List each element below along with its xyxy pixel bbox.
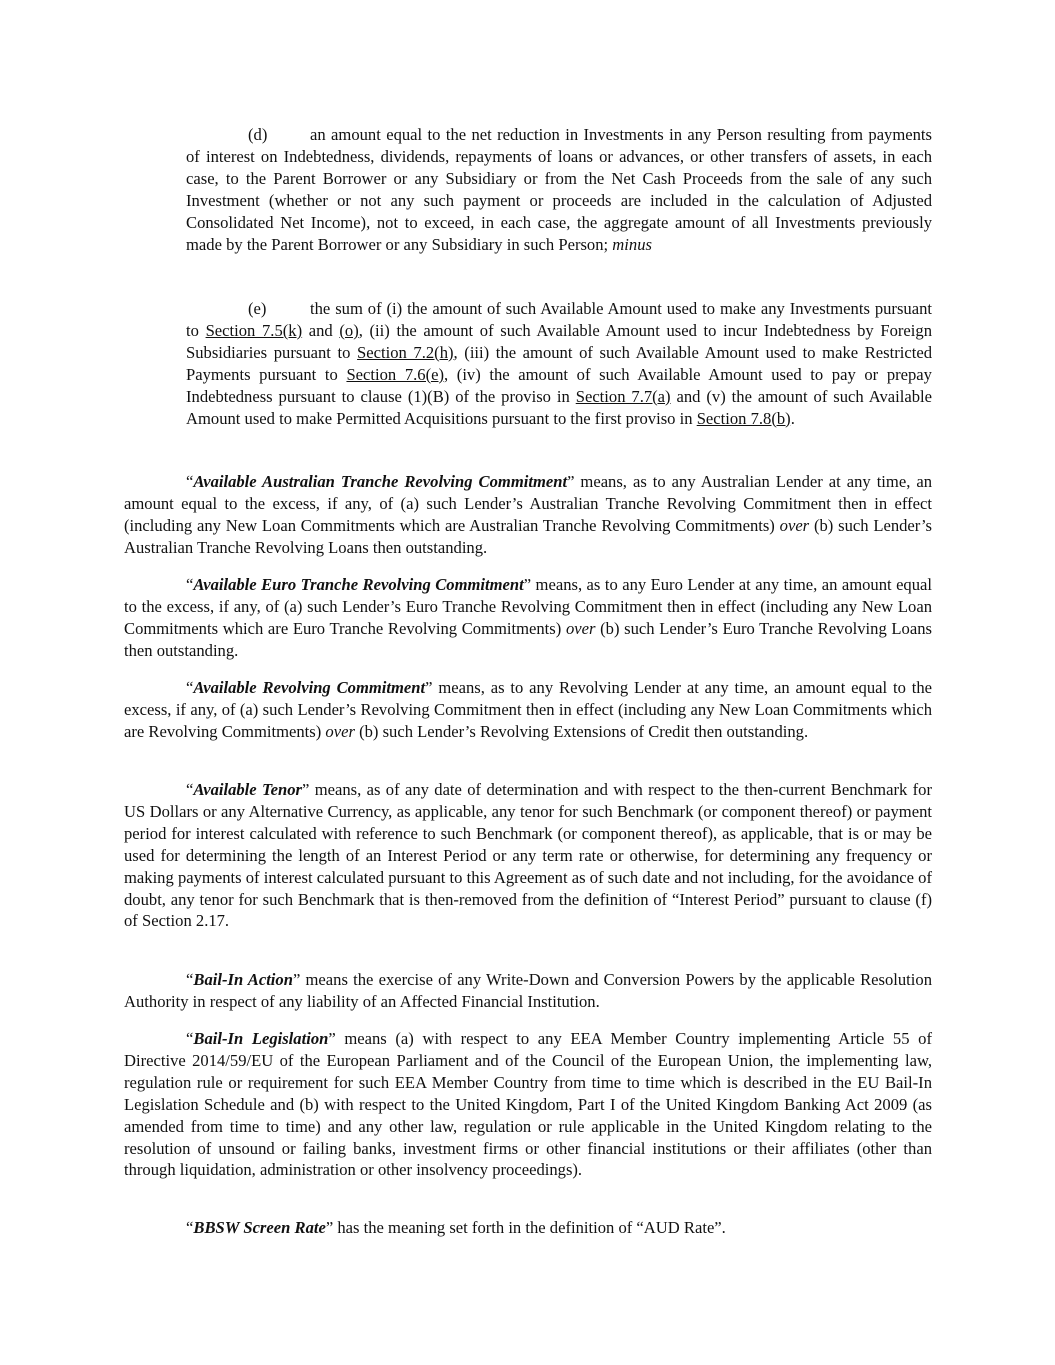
definition-text: ” means, as to any Euro Lender at any time, an amount equal to the excess, if any, of (a) such Lender’s Euro Tranche Revolving Commitment then in effect (including any New Loan Commitments which are Euro Tranche Revolving Commitments) [124,575,932,638]
defined-term: Available Tenor [193,780,302,799]
defined-term: Available Revolving Commitment [193,678,426,697]
clause-e-text-6: and (v) the amount of such Available Amount used to make Permitted Acquisitions pursuant to the first proviso in [186,386,932,428]
section-ref-7-2-h[interactable]: Section 7.2(h) [357,342,454,362]
definition-text: ” means, as to any Revolving Lender at any time, an amount equal to the excess, if any, of (a) such Lender’s Revolving Commitment then in effect (including any New Loan Commitments which are Revolving Commitments) [124,678,932,741]
over-word: over [779,515,810,535]
clause-e-text-5: , (iv) the amount of such Available Amount used to pay or prepay Indebtedness pursuant to clause (1)(B) of the proviso in [186,364,932,406]
clause-d-label: (d) [248,125,268,144]
defined-term: Available Euro Tranche Revolving Commitment [193,575,524,594]
over-word: over [325,721,355,741]
definition-text: ” means, as of any date of determination and with respect to the then-current Benchmark for US Dollars or any Alternative Currency, as applicable, any tenor for such Benchmark (or component thereof) or payment period for interest calculated with reference to such Benchmark (or component thereof), as applicable, that is or may be used for determining the length of an Interest Period or any term rate or otherwise, for determining any frequency or making payments of interest calculated pursuant to this Agreement as of such date and not including, for the avoidance of doubt, any tenor for such Benchmark that is then-removed from the definition of “Interest Period” pursuant to clause (f) of Section 2.17. [124,780,932,931]
definition-bbsw-screen-rate: “BBSW Screen Rate” has the meaning set forth in the definition of “AUD Rate”. [186,1218,726,1237]
definition-text: ” means the exercise of any Write-Down and Conversion Powers by the applicable Resolution Authority in respect of any liability of an Affected Financial Institution. [124,970,932,1011]
section-ref-7-8-b[interactable]: Section 7.8(b) [696,408,791,428]
defined-term: Bail-In Action [193,970,293,989]
section-ref-7-6-e[interactable]: Section 7.6(e) [346,364,445,384]
defined-term: BBSW Screen Rate [193,1218,326,1237]
definition-available-euro-tranche: “Available Euro Tranche Revolving Commitment” means, as to any Euro Lender at any time, an amount equal to the excess, if any, of (a) such Lender’s Euro Tranche Revolving Commitment then in effect (including any New Loan Commitments which are Euro Tranche Revolving Commitments) over (b) such Lender’s Euro Tranche Revolving Loans then outstanding. [124,575,932,660]
clause-d-minus: minus [612,234,652,254]
clause-e-text-3: , (ii) the amount of such Available Amount used to incur Indebtedness by Foreign Subsidiaries pursuant to [186,320,932,362]
section-ref-7-5-k[interactable]: Section 7.5(k) [205,320,303,340]
clause-d [186,124,932,255]
definition-text: ” means (a) with respect to any EEA Member Country implementing Article 55 of Directive 2014/59/EU of the European Parliament and of the Council of the European Union, the implementing law, regulation rule or requirement for such EEA Member Country from time to time which is described in the EU Bail-In Legislation Schedule and (b) with respect to the United Kingdom, Part I of the United Kingdom Banking Act 2009 (as amended from time to time) and any other law, regulation or rule applicable in the United Kingdom relating to the resolution of unsound or failing banks, investment firms or other financial institutions or their affiliates (other than through liquidation, administration or other insolvency proceedings). [124,1029,932,1180]
over-word: over [565,618,596,638]
clause-e-text-7: . [790,408,795,428]
definition-bail-in-legislation: “Bail-In Legislation” means (a) with respect to any EEA Member Country implementing Article 55 of Directive 2014/59/EU of the European Parliament and of the Council of the European Union, the implementing law, regulation rule or requirement for such EEA Member Country from time to time which is described in the EU Bail-In Legislation Schedule and (b) with respect to the United Kingdom, Part I of the United Kingdom Banking Act 2009 (as amended from time to time) and any other law, regulation or rule applicable in the United Kingdom relating to the resolution of unsound or failing banks, investment firms or other financial institutions or their affiliates (other than through liquidation, administration or other insolvency proceedings). [124,1029,932,1180]
definition-bail-in-action: “Bail-In Action” means the exercise of any Write-Down and Conversion Powers by the applicable Resolution Authority in respect of any liability of an Affected Financial Institution. [124,970,932,1011]
section-ref-o[interactable]: (o) [339,320,359,340]
definition-available-australian-tranche: “Available Australian Tranche Revolving Commitment” means, as to any Australian Lender at any time, an amount equal to the excess, if any, of (a) such Lender’s Australian Tranche Revolving Commitment then in effect (including any New Loan Commitments which are Australian Tranche Revolving Commitments) over (b) such Lender’s Australian Tranche Revolving Loans then outstanding. [124,472,933,557]
clause-e-text-4: , (iii) the amount of such Available Amount used to make Restricted Payments pursuant to [186,342,932,384]
definition-text: ” has the meaning set forth in the definition of “AUD Rate”. [325,1218,726,1237]
section-ref-7-7-a[interactable]: Section 7.7(a) [575,386,671,406]
clause-e-text-2: and [308,320,333,340]
defined-term: Bail-In Legislation [193,1029,329,1048]
definition-available-tenor: “Available Tenor” means, as of any date of determination and with respect to the then-current Benchmark for US Dollars or any Alternative Currency, as applicable, any tenor for such Benchmark (or component thereof) or payment period for interest calculated with reference to such Benchmark (or component thereof), as applicable, that is or may be used for determining the length of an Interest Period or any term rate or otherwise, for determining any frequency or making payments of interest calculated pursuant to this Agreement as of such date and not including, for the avoidance of doubt, any tenor for such Benchmark that is then-removed from the definition of “Interest Period” pursuant to clause (f) of Section 2.17. [124,780,932,931]
defined-term: Available Australian Tranche Revolving Commitment [193,472,568,491]
definition-text-2: (b) such Lender’s Euro Tranche Revolving Loans then outstanding. [124,618,932,660]
clause-e-text-1: the sum of (i) the amount of such Available Amount used to make any Investments pursuant to [186,299,932,340]
definition-text-2: (b) such Lender’s Revolving Extensions of Credit then outstanding. [359,721,809,741]
definition-text: ” means, as to any Australian Lender at any time, an amount equal to the excess, if any, of (a) such Lender’s Australian Tranche Revolving Commitment then in effect (including any New Loan Commitments which are Australian Tranche Revolving Commitments) [124,472,932,535]
clause-d-text: an amount equal to the net reduction in Investments in any Person resulting from payments of interest on Indebtedness, dividends, repayments of loans or advances, or other transfers of assets, in each case, to the Parent Borrower or any Subsidiary or from the Net Cash Proceeds from the sale of any such Investment (whether or not any such payment or proceeds are included in the calculation of Adjusted Consolidated Net Income), not to exceed, in each case, the aggregate amount of all Investments previously made by the Parent Borrower or any Subsidiary in such Person; [186,125,932,254]
definition-available-revolving-commitment: “Available Revolving Commitment” means, as to any Revolving Lender at any time, an amount equal to the excess, if any, of (a) such Lender’s Revolving Commitment then in effect (including any New Loan Commitments which are Revolving Commitments) over (b) such Lender’s Revolving Extensions of Credit then outstanding. [124,678,932,741]
clause-e-label: (e) [248,299,267,318]
definition-text-2: (b) such Lender’s Australian Tranche Revolving Loans then outstanding. [124,515,933,557]
clause-e [186,298,932,429]
